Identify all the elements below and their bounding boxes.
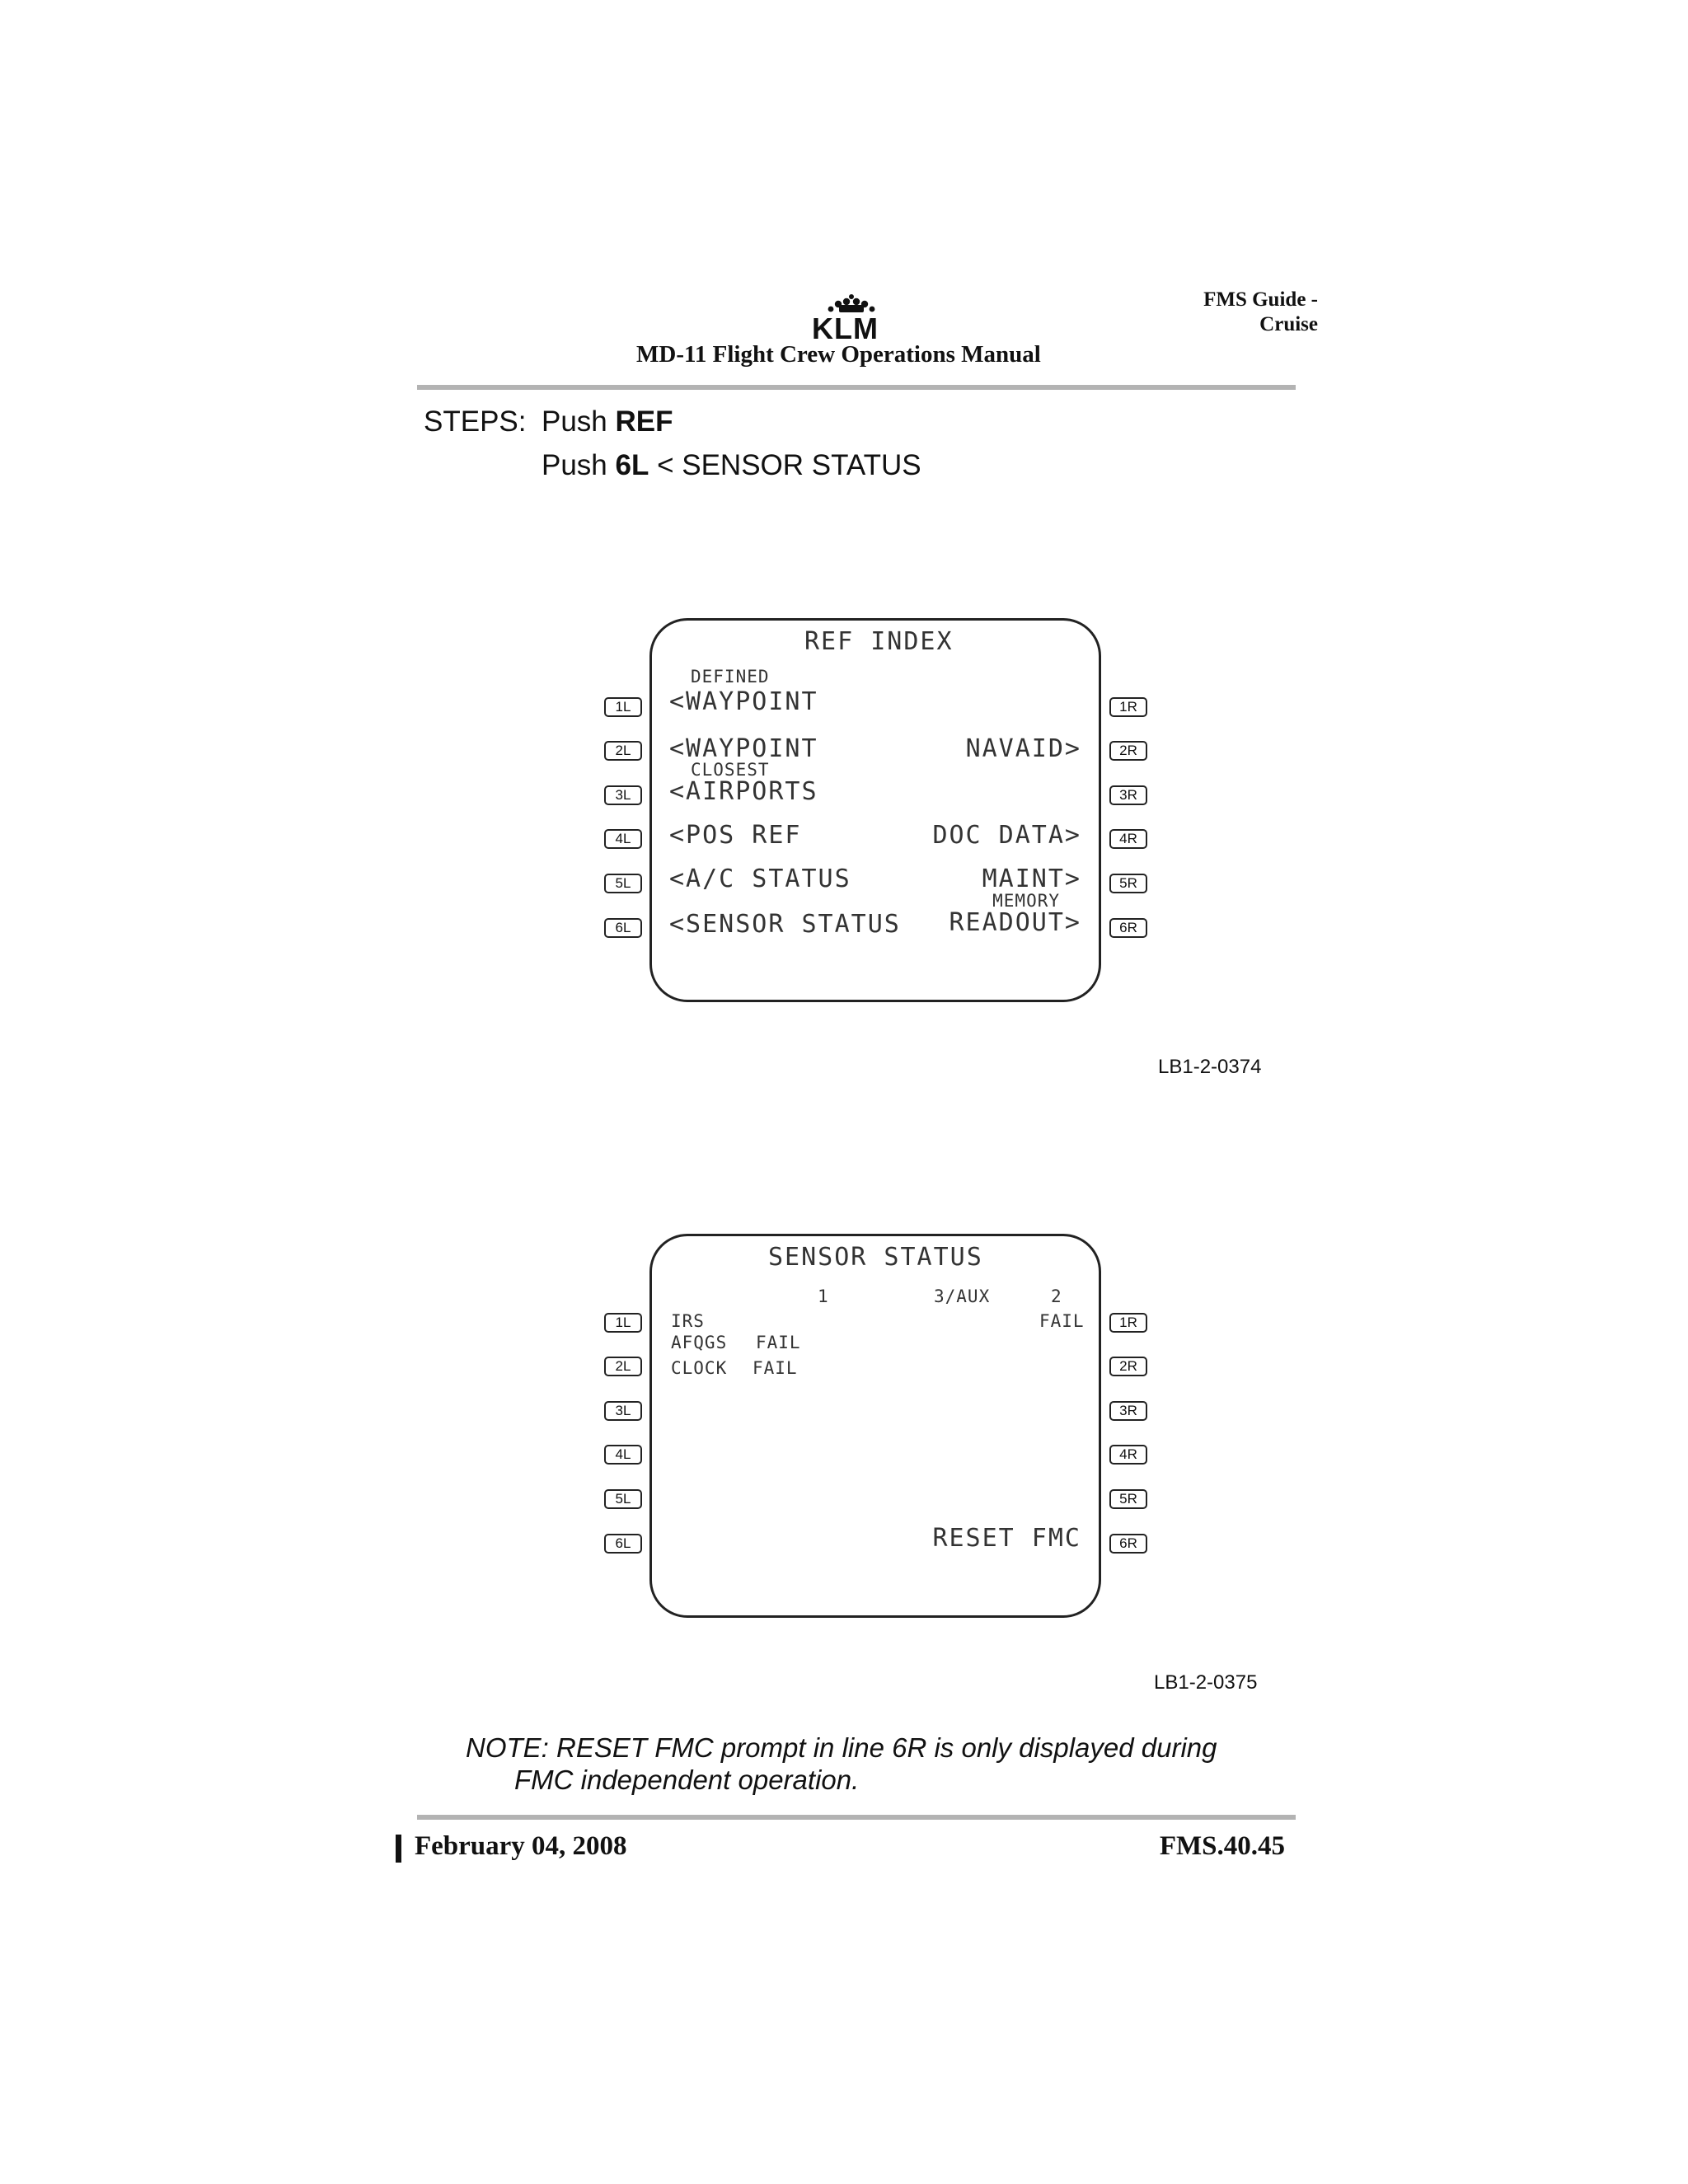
figure-id: LB1-2-0374	[1158, 1056, 1262, 1078]
memory-label: MEMORY	[992, 891, 1060, 911]
footer-divider	[417, 1815, 1296, 1820]
closest-label: CLOSEST	[691, 760, 770, 780]
figure-id: LB1-2-0375	[1154, 1671, 1258, 1694]
cdu-screen	[649, 1234, 1101, 1618]
step-2	[542, 449, 921, 482]
note-line-2: FMC independent operation.	[514, 1765, 860, 1795]
prompt-ac-status: <A/C STATUS	[669, 865, 851, 893]
lsk-1r[interactable]: 1R	[1109, 697, 1147, 717]
section-title-line2: Cruise	[1259, 313, 1318, 335]
prompt-pos-ref: <POS REF	[669, 821, 802, 850]
lsk-2l[interactable]: 2L	[604, 1357, 642, 1376]
lsk-2r[interactable]: 2R	[1109, 1357, 1147, 1376]
clock-label: CLOCK	[671, 1358, 728, 1378]
footer-date: February 04, 2008	[415, 1831, 627, 1861]
prompt-reset-fmc: RESET FMC	[932, 1524, 1081, 1553]
lsk-4l[interactable]: 4L	[604, 829, 642, 849]
prompt-sensor-status: <SENSOR STATUS	[669, 910, 901, 939]
step-2-suffix: < SENSOR STATUS	[649, 449, 921, 481]
lsk-5l[interactable]: 5L	[604, 1489, 642, 1509]
lsk-5r[interactable]: 5R	[1109, 1489, 1147, 1509]
afqgs-1-status: FAIL	[756, 1333, 801, 1352]
lsk-3l[interactable]: 3L	[604, 1401, 642, 1421]
step-1	[542, 405, 673, 438]
afqgs-label: AFQGS	[671, 1333, 728, 1352]
lsk-3l[interactable]: 3L	[604, 785, 642, 805]
irs-label: IRS	[671, 1311, 705, 1331]
lsk-5r[interactable]: 5R	[1109, 874, 1147, 893]
step-2-key: 6L	[615, 449, 649, 481]
lsk-6r[interactable]: 6R	[1109, 918, 1147, 938]
clock-1-status: FAIL	[753, 1358, 798, 1378]
lsk-1r[interactable]: 1R	[1109, 1313, 1147, 1333]
note-line-1: NOTE: RESET FMC prompt in line 6R is only displayed during	[466, 1732, 1217, 1763]
manual-title: MD-11 Flight Crew Operations Manual	[636, 341, 1041, 368]
cdu-title: SENSOR STATUS	[768, 1243, 983, 1272]
step-1-key: REF	[615, 405, 673, 438]
column-aux-header: 3/AUX	[934, 1286, 991, 1306]
steps-label: STEPS:	[424, 405, 527, 438]
lsk-4r[interactable]: 4R	[1109, 829, 1147, 849]
lsk-1l[interactable]: 1L	[604, 697, 642, 717]
lsk-2r[interactable]: 2R	[1109, 741, 1147, 761]
lsk-4r[interactable]: 4R	[1109, 1445, 1147, 1465]
lsk-1l[interactable]: 1L	[604, 1313, 642, 1333]
lsk-3r[interactable]: 3R	[1109, 785, 1147, 805]
prompt-closest-airports: <AIRPORTS	[669, 777, 818, 806]
revision-change-bar	[396, 1835, 401, 1863]
lsk-2l[interactable]: 2L	[604, 741, 642, 761]
lsk-3r[interactable]: 3R	[1109, 1401, 1147, 1421]
section-title-line1: FMS Guide -	[1203, 288, 1318, 311]
prompt-maint: MAINT>	[982, 865, 1081, 893]
step-1-prefix: Push	[542, 405, 616, 438]
cdu-title: REF INDEX	[804, 627, 954, 656]
prompt-waypoint: <WAYPOINT	[669, 734, 818, 763]
column-1-header: 1	[818, 1286, 829, 1306]
lsk-5l[interactable]: 5L	[604, 874, 642, 893]
lsk-6l[interactable]: 6L	[604, 918, 642, 938]
footer-page-number: FMS.40.45	[1159, 1831, 1285, 1861]
header-divider	[417, 385, 1296, 390]
column-2-header: 2	[1051, 1286, 1062, 1306]
lsk-6l[interactable]: 6L	[604, 1534, 642, 1554]
irs-2-status: FAIL	[1039, 1311, 1085, 1331]
prompt-memory-readout: READOUT>	[949, 908, 1081, 937]
prompt-defined-waypoint: <WAYPOINT	[669, 687, 818, 716]
step-2-prefix: Push	[542, 449, 616, 481]
defined-label: DEFINED	[691, 667, 770, 687]
lsk-6r[interactable]: 6R	[1109, 1534, 1147, 1554]
prompt-doc-data: DOC DATA>	[932, 821, 1081, 850]
prompt-navaid: NAVAID>	[965, 734, 1081, 763]
logo-text: KLM	[812, 312, 879, 345]
lsk-4l[interactable]: 4L	[604, 1445, 642, 1465]
